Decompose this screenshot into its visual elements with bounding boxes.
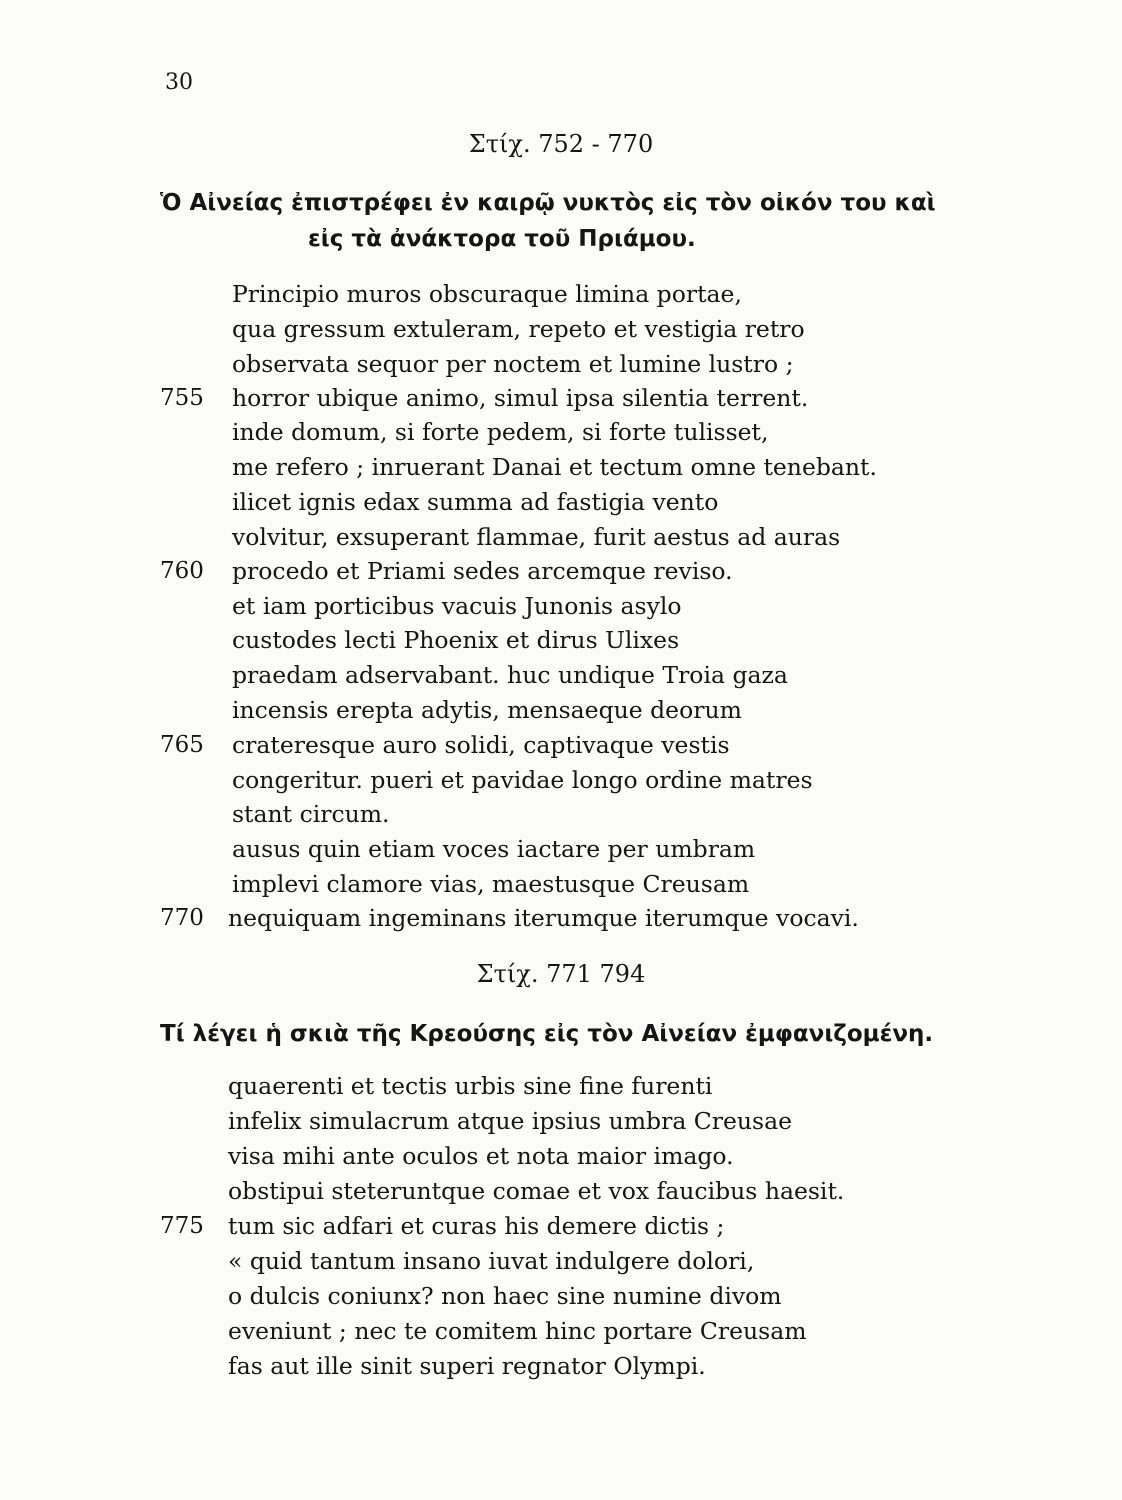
verse-number: 760 — [160, 558, 204, 584]
verse-text: qua gressum extuleram, repeto et vestigia retro — [232, 315, 805, 343]
verse-text: visa mihi ante oculos et nota maior imago. — [228, 1142, 734, 1170]
verse-text: obstipui steteruntque comae et vox faucibus haesit. — [228, 1177, 845, 1205]
verse-text: stant circum. — [232, 800, 390, 828]
verse-text: custodes lecti Phoenix et dirus Ulixes — [232, 626, 680, 654]
verse-text: procedo et Priami sedes arcemque reviso. — [232, 557, 733, 585]
verse-text: et iam porticibus vacuis Junonis asylo — [232, 592, 682, 620]
verse-text: implevi clamore vias, maestusque Creusam — [232, 870, 750, 898]
verse-text: praedam adservabant. huc undique Troia gaza — [232, 661, 788, 689]
verse-text: crateresque auro solidi, captivaque vestis — [232, 731, 730, 759]
verse-text: Principio muros obscuraque limina portae, — [232, 280, 742, 308]
verse-text: me refero ; inruerant Danai et tectum omne tenebant. — [232, 453, 877, 481]
verse-text: nequiquam ingeminans iterumque iterumque vocavi. — [228, 904, 859, 932]
verse-text: infelix simulacrum atque ipsius umbra Creusae — [228, 1107, 793, 1135]
verse-text: ilicet ignis edax summa ad fastigia vento — [232, 488, 719, 516]
verse-text: inde domum, si forte pedem, si forte tulisset, — [232, 418, 769, 446]
section-title-line: Ὁ Αἰνείας ἐπιστρέφει ἐν καιρῷ νυκτὸς εἰς τὸν οἰκόν του καὶ — [160, 190, 936, 216]
verse-text: congeritur. pueri et pavidae longo ordine matres — [232, 766, 813, 794]
verse-text: tum sic adfari et curas his demere dictis ; — [228, 1212, 725, 1240]
verse-text: ausus quin etiam voces iactare per umbram — [232, 835, 756, 863]
page-number: 30 — [165, 70, 193, 95]
section-title-line: Τί λέγει ἡ σκιὰ τῆς Κρεούσης εἰς τὸν Αἰνείαν ἐμφανιζομένη. — [160, 1021, 934, 1047]
verse-text: fas aut ille sinit superi regnator Olympi. — [228, 1352, 706, 1380]
verse-number: 770 — [160, 905, 204, 931]
verse-text: « quid tantum insano iuvat indulgere dolori, — [228, 1247, 755, 1275]
verse-text: observata sequor per noctem et lumine lustro ; — [232, 350, 794, 378]
verse-text: incensis erepta adytis, mensaeque deorum — [232, 696, 742, 724]
verse-text: horror ubique animo, simul ipsa silentia terrent. — [232, 384, 809, 412]
verse-number: 775 — [160, 1213, 204, 1239]
section-heading: Στίχ. 752 - 770 — [468, 130, 654, 158]
verse-text: volvitur, exsuperant flammae, furit aestus ad auras — [232, 523, 841, 551]
verse-text: o dulcis coniunx? non haec sine numine divom — [228, 1282, 782, 1310]
verse-text: quaerenti et tectis urbis sine fine furenti — [228, 1072, 713, 1100]
section-title-line: εἰς τὰ ἀνάκτορα τοῦ Πριάμου. — [308, 226, 696, 252]
verse-number: 765 — [160, 732, 204, 758]
section-heading: Στίχ. 771 794 — [476, 960, 646, 988]
verse-number: 755 — [160, 385, 204, 411]
verse-text: eveniunt ; nec te comitem hinc portare Creusam — [228, 1317, 807, 1345]
